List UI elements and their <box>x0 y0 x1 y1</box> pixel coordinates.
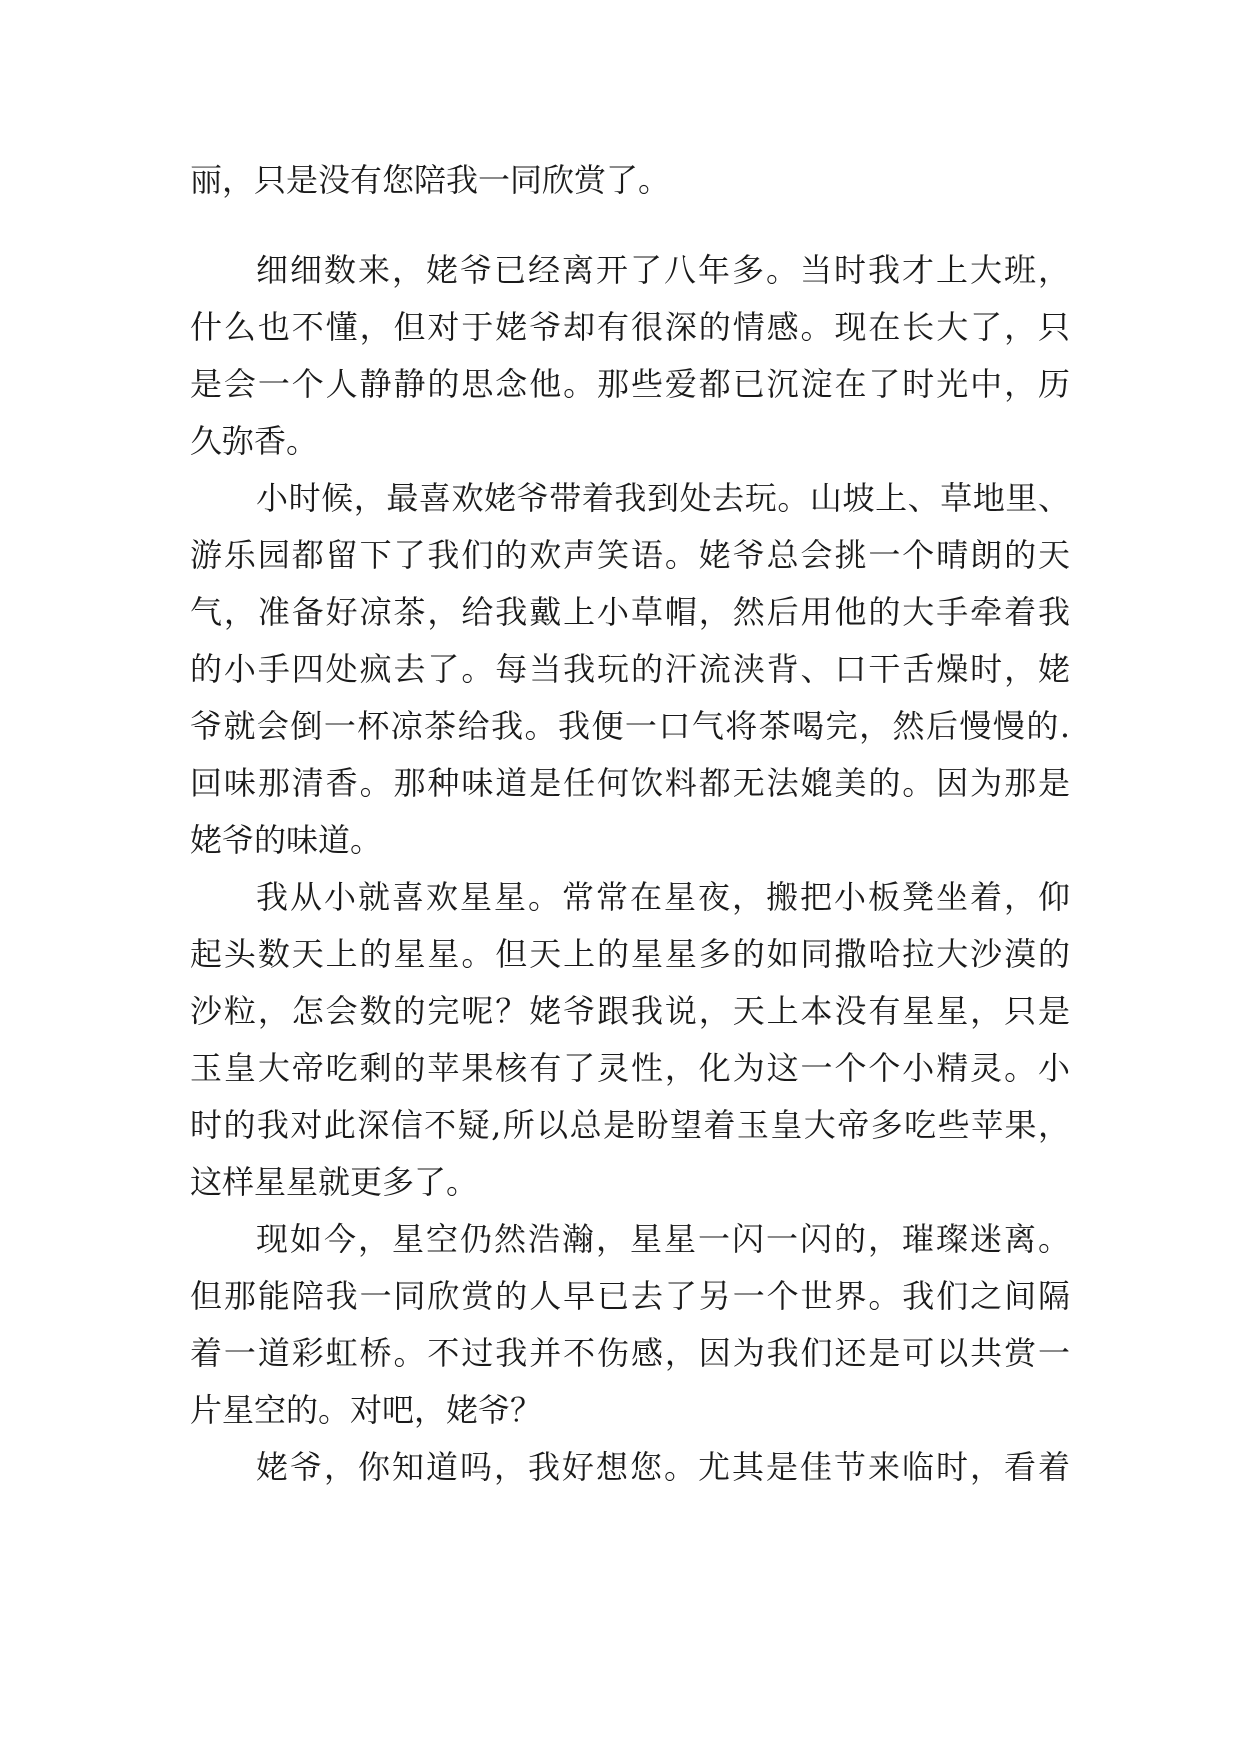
paragraph-1-line: 什么也不懂，但对于姥爷却有很深的情感。现在长大了，只 <box>190 308 1070 346</box>
paragraph-3-line: 玉皇大帝吃剩的苹果核有了灵性，化为这一个个小精灵。小 <box>190 1049 1070 1087</box>
paragraph-1-line: 是会一个人静静的思念他。那些爱都已沉淀在了时光中，历 <box>190 365 1070 403</box>
paragraph-4-line: 着一道彩虹桥。不过我并不伤感，因为我们还是可以共赏一 <box>190 1334 1070 1372</box>
paragraph-3-line: 起头数天上的星星。但天上的星星多的如同撒哈拉大沙漠的 <box>190 935 1070 973</box>
paragraph-4-line: 但那能陪我一同欣赏的人早已去了另一个世界。我们之间隔 <box>190 1277 1070 1315</box>
paragraph-1-line: 久弥香。 <box>190 422 319 460</box>
paragraph-4-line: 片星空的。对吧，姥爷？ <box>190 1391 543 1429</box>
paragraph-3-line: 时的我对此深信不疑,所以总是盼望着玉皇大帝多吃些苹果， <box>190 1106 1070 1144</box>
paragraph-2-line: 回味那清香。那种味道是任何饮料都无法媲美的。因为那是 <box>190 764 1070 802</box>
paragraph-2-line: 游乐园都留下了我们的欢声笑语。姥爷总会挑一个晴朗的天 <box>190 536 1070 574</box>
paragraph-2-line: 爷就会倒一杯凉茶给我。我便一口气将茶喝完，然后慢慢的. <box>190 707 1070 745</box>
paragraph-2-line: 小时候，最喜欢姥爷带着我到处去玩。山坡上、草地里、 <box>256 479 1070 517</box>
paragraph-1-line: 细细数来，姥爷已经离开了八年多。当时我才上大班， <box>256 251 1070 289</box>
paragraph-3-line: 沙粒，怎会数的完呢？姥爷跟我说，天上本没有星星，只是 <box>190 992 1070 1030</box>
paragraph-3-line: 我从小就喜欢星星。常常在星夜，搬把小板凳坐着，仰 <box>256 878 1070 916</box>
paragraph-4-line: 现如今，星空仍然浩瀚，星星一闪一闪的，璀璨迷离。 <box>256 1220 1070 1258</box>
paragraph-2-line: 的小手四处疯去了。每当我玩的汗流浃背、口干舌燥时，姥 <box>190 650 1070 688</box>
text-line: 丽，只是没有您陪我一同欣赏了。 <box>190 161 671 199</box>
paragraph-2-line: 姥爷的味道。 <box>190 821 383 859</box>
paragraph-5-line: 姥爷，你知道吗，我好想您。尤其是佳节来临时，看着 <box>256 1448 1070 1486</box>
paragraph-2-line: 气，准备好凉茶，给我戴上小草帽，然后用他的大手牵着我 <box>190 593 1070 631</box>
paragraph-3-line: 这样星星就更多了。 <box>190 1163 479 1201</box>
